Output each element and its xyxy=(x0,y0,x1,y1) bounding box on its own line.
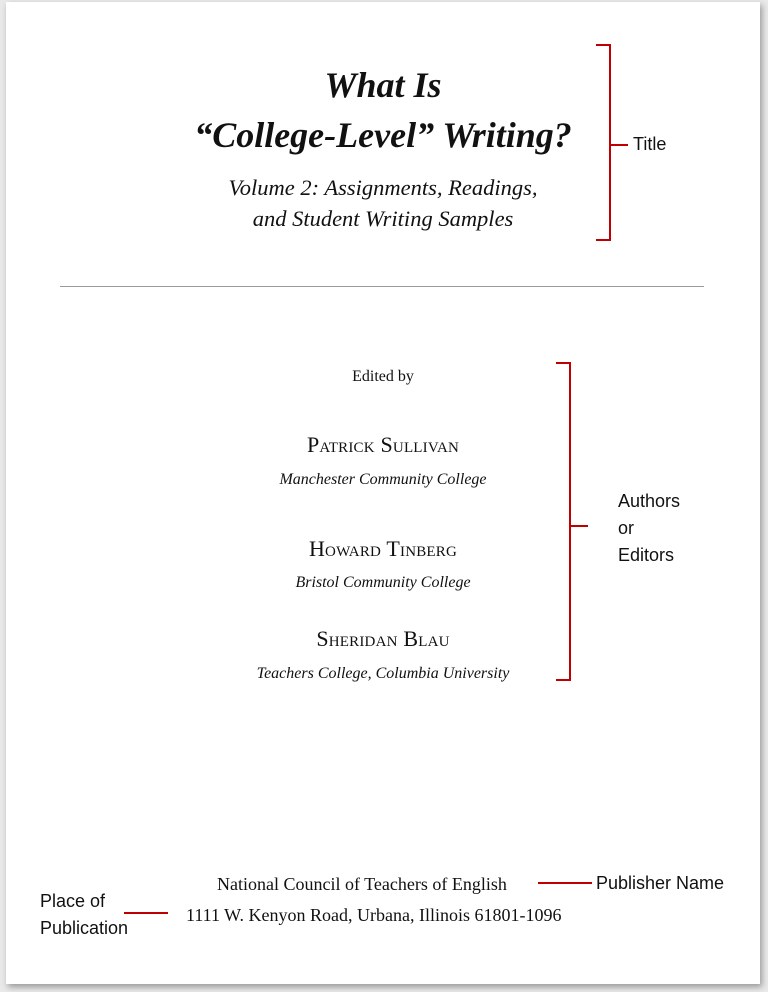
annotation-publisher-label: Publisher Name xyxy=(596,873,725,893)
book-subtitle-line-1: Volume 2: Assignments, Readings, xyxy=(228,175,538,200)
annotation-place-line-2: Publication xyxy=(40,918,129,938)
annotation-title-label: Title xyxy=(633,134,667,154)
annotation-authors-line-1: Authors xyxy=(618,491,681,511)
editor-name: Sheridan Blau xyxy=(316,626,450,651)
annotation-place-label xyxy=(40,888,128,942)
authors-bracket xyxy=(556,363,570,680)
publisher-name: National Council of Teachers of English xyxy=(217,874,507,894)
book-title-line-2: “College-Level” Writing? xyxy=(194,115,572,155)
annotation-authors-line-3: Editors xyxy=(618,545,675,565)
annotation-place-line-1: Place of xyxy=(40,891,106,911)
editor-institution: Teachers College, Columbia University xyxy=(256,665,510,682)
editor-institution: Manchester Community College xyxy=(279,471,487,488)
annotation-authors-label xyxy=(618,488,680,569)
title-bracket xyxy=(596,45,610,240)
book-subtitle-line-2: and Student Writing Samples xyxy=(252,206,514,231)
edited-by-label: Edited by xyxy=(352,368,414,385)
editor-name: Howard Tinberg xyxy=(308,536,458,561)
editor-institution: Bristol Community College xyxy=(295,574,471,591)
publisher-address: 1111 W. Kenyon Road, Urbana, Illinois 61801-1096 xyxy=(186,905,562,925)
annotation-authors-line-2: or xyxy=(618,518,635,538)
editor-name: Patrick Sullivan xyxy=(306,432,460,457)
book-title-line-1: What Is xyxy=(324,65,442,105)
